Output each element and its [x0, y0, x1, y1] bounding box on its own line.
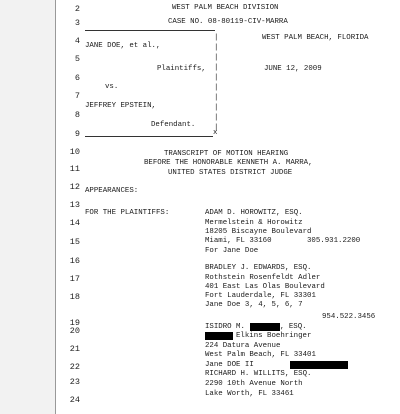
line-number-18: 18: [69, 292, 80, 302]
line-number-19: 19: [69, 318, 80, 328]
line-number-21: 21: [69, 344, 80, 354]
attorney-3-client: Jane DOE II: [205, 361, 254, 369]
attorney-1-phone: 305.931.2200: [307, 237, 361, 245]
attorney-3-name-prefix: ISIDRO M.: [205, 323, 245, 331]
versus: vs.: [105, 83, 119, 91]
line-number-22: 22: [69, 362, 80, 372]
caption-bar: |: [214, 34, 219, 42]
line-number-12: 12: [69, 182, 80, 192]
line-number-6: 6: [74, 73, 80, 83]
caption-bar: |: [214, 54, 219, 62]
attorney-2-client: Jane Doe 3, 4, 5, 6, 7: [205, 301, 303, 309]
attorney-3-addr2: West Palm Beach, FL 33401: [205, 351, 316, 359]
redaction-bar: [290, 361, 348, 369]
line-number-4: 4: [74, 36, 80, 46]
for-plaintiffs: FOR THE PLAINTIFFS:: [85, 209, 170, 217]
attorney-2-name: BRADLEY J. EDWARDS, ESQ.: [205, 264, 312, 272]
transcript-court: UNITED STATES DISTRICT JUDGE: [168, 169, 293, 177]
plaintiff-role: Plaintiffs,: [157, 65, 206, 73]
line-number-8: 8: [74, 110, 80, 120]
defendant-name: JEFFREY EPSTEIN,: [85, 102, 156, 110]
line-number-15: 15: [69, 237, 80, 247]
attorney-4-addr1: 2290 10th Avenue North: [205, 380, 303, 388]
line-number-5: 5: [74, 54, 80, 64]
transcript-title: TRANSCRIPT OF MOTION HEARING: [164, 150, 289, 158]
caption-bar: |: [214, 84, 219, 92]
attorney-4-addr2: Lake Worth, FL 33461: [205, 390, 294, 398]
attorney-2-phone: 954.522.3456: [322, 313, 376, 321]
line-number-16: 16: [69, 256, 80, 266]
line-number-20: 20: [69, 326, 80, 336]
line-number-11: 11: [69, 164, 80, 174]
attorney-3-firm: Elkins Boehringer: [236, 332, 312, 340]
division-heading: WEST PALM BEACH DIVISION: [172, 4, 279, 12]
line-number-14: 14: [69, 218, 80, 228]
line-number-24: 24: [69, 395, 80, 405]
case-number: CASE NO. 08-80119-CIV-MARRA: [168, 18, 288, 26]
attorney-2-firm: Rothstein Rosenfeldt Adler: [205, 274, 321, 282]
caption-bar: |: [214, 104, 219, 112]
caption-bar: |: [214, 64, 219, 72]
line-number-2: 2: [74, 4, 80, 14]
defendant-role: Defendant.: [151, 121, 196, 129]
caption-bottom-rule: [85, 136, 213, 137]
attorney-1-firm: Mermelstein & Horowitz: [205, 219, 303, 227]
attorney-2-addr1: 401 East Las Olas Boulevard: [205, 283, 325, 291]
line-number-7: 7: [74, 91, 80, 101]
attorney-2-addr2: Fort Lauderdale, FL 33301: [205, 292, 316, 300]
attorney-3-name-suffix: , ESQ.: [280, 323, 307, 331]
attorney-1-client: For Jane Doe: [205, 247, 259, 255]
line-number-10: 10: [69, 147, 80, 157]
redaction-bar: [205, 332, 233, 340]
caption-bar: |: [214, 74, 219, 82]
caption-bar: |: [214, 124, 219, 132]
attorney-1-addr1: 18205 Biscayne Boulevard: [205, 228, 312, 236]
appearances-heading: APPEARANCES:: [85, 187, 139, 195]
line-number-13: 13: [69, 200, 80, 210]
attorney-1-addr2: Miami, FL 33160: [205, 237, 272, 245]
caption-x-mark: x: [213, 129, 218, 137]
caption-bar: |: [214, 114, 219, 122]
plaintiff-name: JANE DOE, et al.,: [85, 42, 161, 50]
line-number-9: 9: [74, 129, 80, 139]
line-number-23: 23: [69, 377, 80, 387]
caption-top-rule: [85, 30, 215, 31]
hearing-date: JUNE 12, 2009: [264, 65, 322, 73]
caption-bar: |: [214, 94, 219, 102]
caption-bar: |: [214, 44, 219, 52]
redaction-bar: [250, 323, 280, 331]
line-number-17: 17: [69, 274, 80, 284]
attorney-3-addr1: 224 Datura Avenue: [205, 342, 281, 350]
transcript-judge: BEFORE THE HONORABLE KENNETH A. MARRA,: [144, 159, 313, 167]
attorney-4-name: RICHARD H. WILLITS, ESQ.: [205, 370, 312, 378]
attorney-1-name: ADAM D. HOROWITZ, ESQ.: [205, 209, 303, 217]
line-number-3: 3: [74, 18, 80, 28]
hearing-location: WEST PALM BEACH, FLORIDA: [262, 34, 369, 42]
